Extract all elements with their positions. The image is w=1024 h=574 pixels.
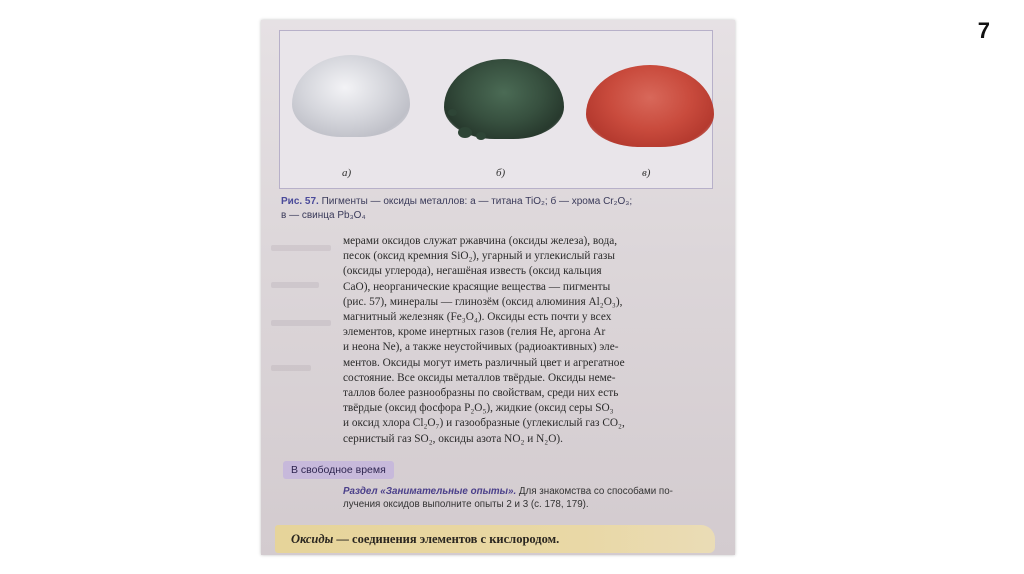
chromium-oxide-chunk: [476, 132, 486, 140]
lead-oxide-pile: [586, 65, 714, 147]
figure-caption: [281, 195, 721, 223]
body-line: и оксид хлора Cl₂O₇) и газообразные (углекислый газ CO₂,: [343, 417, 625, 430]
caption-text-line2: в — свинца Pb₃O₄: [281, 210, 366, 221]
body-line: таллов более разнообразны по свойствам, среди них есть: [343, 387, 619, 400]
body-line: (оксиды углерода), негашёная известь (оксид кальция: [343, 265, 602, 278]
free-time-text: [343, 485, 713, 511]
body-line: ментов. Оксиды могут иметь различный цвет и агрегатное: [343, 356, 625, 369]
free-time-text-line2: лучения оксидов выполните опыты 2 и 3 (с. 178, 179).: [343, 499, 589, 510]
definition-text: — соединения элементов с кислородом.: [333, 532, 560, 546]
figure-number: Рис. 57.: [281, 196, 319, 207]
body-paragraph: [343, 234, 715, 447]
chromium-oxide-chunk: [448, 109, 457, 116]
body-line: магнитный железняк (Fe₃O₄). Оксиды есть почти у всех: [343, 311, 612, 324]
bleed-through-mark: [271, 320, 331, 326]
definition-term: Оксиды: [291, 532, 334, 546]
body-line: песок (оксид кремния SiO₂), угарный и углекислый газы: [343, 250, 615, 263]
textbook-page-photo: [261, 20, 735, 555]
bleed-through-mark: [271, 282, 319, 288]
oxides-definition-box: [275, 525, 715, 553]
body-line: элементов, кроме инертных газов (гелия He, аргона Ar: [343, 326, 606, 339]
bleed-through-mark: [271, 365, 311, 371]
body-line: сернистый газ SO₂, оксиды азота NO₂ и N₂O).: [343, 432, 563, 445]
titanium-oxide-pile: [292, 55, 410, 137]
figure-label-v: в): [642, 167, 651, 179]
figure-label-a: а): [342, 167, 352, 179]
chromium-oxide-chunk: [458, 127, 472, 138]
slide-number: 7: [977, 18, 990, 43]
figure-label-b: б): [496, 167, 506, 179]
body-line: состояние. Все оксиды металлов твёрдые. Оксиды неме-: [343, 371, 616, 384]
body-line: CaO), неорганические красящие вещества — пигменты: [343, 280, 611, 293]
free-time-text-line1: Для знакомства со способами по-: [516, 486, 673, 497]
body-line: (рис. 57), минералы — глинозём (оксид алюминия Al₂O₃),: [343, 295, 623, 308]
body-line: твёрдые (оксид фосфора P₂O₅), жидкие (оксид серы SO₃: [343, 402, 614, 415]
body-line: мерами оксидов служат ржавчина (оксиды железа), вода,: [343, 235, 618, 247]
caption-text-line1: Пигменты — оксиды металлов: а — титана TiO₂; б — хрома Cr₂O₃;: [318, 196, 633, 207]
bleed-through-mark: [271, 245, 331, 251]
free-time-badge: В свободное время: [283, 461, 394, 479]
body-line: и неона Ne), а также неустойчивых (радиоактивных) эле-: [343, 341, 619, 354]
free-time-title: Раздел «Занимательные опыты».: [343, 486, 517, 497]
pigments-figure: [279, 30, 713, 189]
